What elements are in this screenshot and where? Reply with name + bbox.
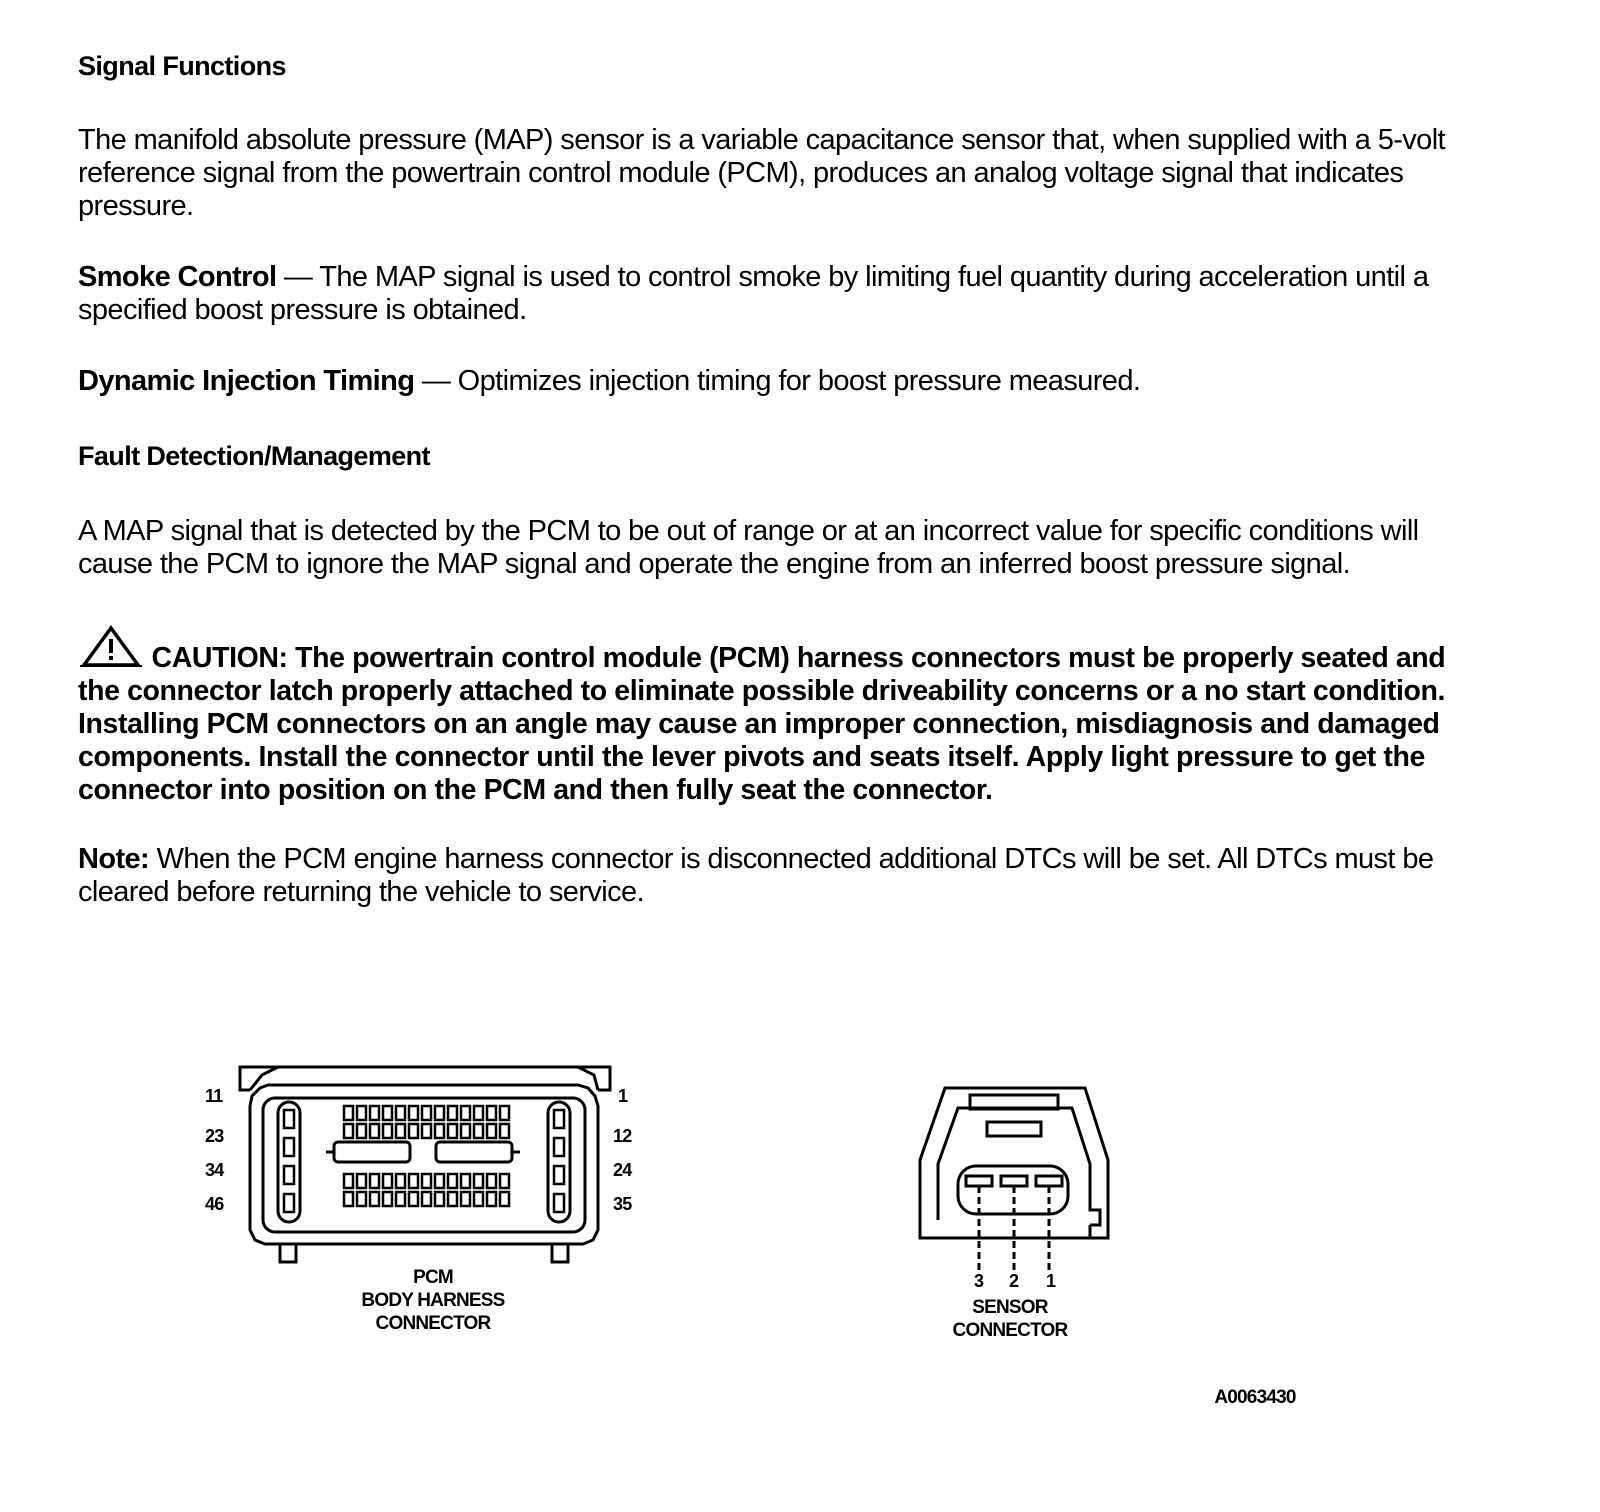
document-body	[78, 50, 1478, 909]
pcm-cavity	[554, 1194, 564, 1212]
pcm-cavity	[554, 1110, 564, 1128]
pcm-cavity	[435, 1106, 444, 1120]
pcm-foot-left	[280, 1244, 296, 1262]
pcm-cavity	[370, 1106, 379, 1120]
pcm-cavity	[383, 1124, 392, 1138]
note-label: Note:	[78, 843, 150, 875]
pcm-cavity	[435, 1124, 444, 1138]
pcm-cavity	[500, 1174, 509, 1188]
pcm-pin-label-right: 12	[613, 1126, 632, 1146]
sensor-pin-label: 3	[974, 1271, 985, 1291]
smoke-control-label: Smoke Control	[78, 261, 277, 293]
pcm-cavity	[383, 1106, 392, 1120]
pcm-cavity	[357, 1124, 366, 1138]
pcm-cavity	[487, 1192, 496, 1206]
heading-signal-functions: Signal Functions	[78, 51, 286, 81]
pcm-cavity	[370, 1192, 379, 1206]
pcm-cavity	[487, 1174, 496, 1188]
figure-id: A0063430	[1214, 1387, 1296, 1408]
pcm-cavity	[474, 1174, 483, 1188]
pcm-foot-right	[552, 1244, 568, 1262]
pcm-cavity	[409, 1124, 418, 1138]
pcm-cavity	[461, 1174, 470, 1188]
pcm-pin-grid	[284, 1106, 564, 1212]
pcm-cavity	[422, 1174, 431, 1188]
pcm-pin-label-left: 34	[205, 1160, 224, 1180]
pcm-pin-label-right: 1	[618, 1086, 628, 1106]
note-text: When the PCM engine harness connector is disconnected additional DTCs will be set. All DTCs must be cleared before returning the vehicle to service.	[78, 843, 1434, 908]
sensor-caption-line: CONNECTOR	[952, 1320, 1068, 1341]
pcm-left-column	[278, 1102, 300, 1222]
pcm-cavity	[422, 1192, 431, 1206]
pcm-cavity	[357, 1192, 366, 1206]
pcm-cavity	[474, 1192, 483, 1206]
warning-triangle-icon	[78, 625, 144, 669]
pcm-cavity	[409, 1192, 418, 1206]
heading-fault-detection: Fault Detection/Management	[78, 441, 430, 471]
pcm-cavity	[500, 1106, 509, 1120]
pcm-cavity	[284, 1166, 294, 1184]
pcm-cavity	[500, 1124, 509, 1138]
pcm-cavity	[474, 1106, 483, 1120]
smoke-control-paragraph	[78, 261, 1478, 327]
note-paragraph	[78, 843, 1478, 909]
pcm-pin-label-right: 24	[613, 1160, 632, 1180]
pcm-connector-outline	[240, 1067, 610, 1090]
pcm-cavity	[554, 1138, 564, 1156]
pcm-cavity	[554, 1166, 564, 1184]
pcm-cavity	[344, 1106, 353, 1120]
pcm-cavity	[396, 1106, 405, 1120]
pcm-cavity	[422, 1124, 431, 1138]
dynamic-injection-paragraph	[78, 365, 1478, 398]
pcm-right-column	[548, 1102, 570, 1222]
pcm-cavity	[409, 1174, 418, 1188]
pcm-cavity	[357, 1106, 366, 1120]
pcm-cavity	[487, 1106, 496, 1120]
pcm-cavity	[383, 1192, 392, 1206]
caution-paragraph	[78, 625, 1478, 807]
pcm-caption-line: PCM	[413, 1267, 453, 1288]
pcm-cavity	[396, 1174, 405, 1188]
pcm-cavity	[448, 1192, 457, 1206]
intro-paragraph: The manifold absolute pressure (MAP) sensor is a variable capacitance sensor that, when supplied with a 5-volt reference signal from the powertrain control module (PCM), produces an analog voltage signal that indicates pressure.	[78, 124, 1446, 222]
pcm-cavity	[396, 1124, 405, 1138]
sensor-pin-label: 1	[1046, 1271, 1057, 1291]
pcm-cavity	[474, 1124, 483, 1138]
pcm-cavity	[448, 1174, 457, 1188]
pcm-cavity	[357, 1174, 366, 1188]
connector-diagram	[0, 1040, 1600, 1440]
dynamic-injection-label: Dynamic Injection Timing	[78, 365, 415, 397]
sensor-caption	[910, 1296, 1110, 1342]
pcm-cavity	[461, 1106, 470, 1120]
pcm-cavity	[344, 1124, 353, 1138]
pcm-cavity	[448, 1124, 457, 1138]
pcm-cavity	[396, 1192, 405, 1206]
pcm-pin-label-right: 35	[613, 1194, 632, 1214]
sensor-connector	[920, 1088, 1108, 1270]
pcm-connector-inner	[263, 1098, 585, 1232]
pcm-cavity	[422, 1106, 431, 1120]
pcm-connector-body	[250, 1085, 598, 1244]
pcm-cavity	[344, 1174, 353, 1188]
pcm-cavity	[284, 1138, 294, 1156]
pcm-cavity	[461, 1124, 470, 1138]
pcm-cavity	[383, 1174, 392, 1188]
pcm-caption-line: BODY HARNESS	[361, 1290, 505, 1311]
pcm-cavity	[435, 1174, 444, 1188]
pcm-pin-label-left: 23	[205, 1126, 224, 1146]
smoke-control-text: — The MAP signal is used to control smoke by limiting fuel quantity during acceleration until a specified boost pressure is obtained.	[78, 261, 1429, 326]
pcm-cavity	[409, 1106, 418, 1120]
caution-text: CAUTION: The powertrain control module (PCM) harness connectors must be properly seated and the connector latch properly attached to eliminate possible driveability concerns or a no start condition. Installing PCM connectors on an angle may cause an improper connection, misdiagnosis and damaged components. Install the connector until the lever pivots and seats itself. Apply light pressure to get the connector into position on the PCM and then fully seat the connector.	[78, 642, 1446, 806]
sensor-caption-line: SENSOR	[972, 1297, 1048, 1318]
pcm-cavity	[284, 1110, 294, 1128]
pcm-caption-line: CONNECTOR	[375, 1313, 491, 1334]
fault-paragraph: A MAP signal that is detected by the PCM to be out of range or at an incorrect value for specific conditions will cause the PCM to ignore the MAP signal and operate the engine from an inferred boost pressure signal.	[78, 515, 1419, 580]
dynamic-injection-text: — Optimizes injection timing for boost pressure measured.	[414, 365, 1141, 397]
sensor-pin-label: 2	[1009, 1271, 1020, 1291]
pcm-cavity	[487, 1124, 496, 1138]
pcm-caption	[318, 1266, 548, 1335]
pcm-cavity	[370, 1124, 379, 1138]
pcm-cavity	[461, 1192, 470, 1206]
pcm-cavity	[435, 1192, 444, 1206]
pcm-pin-label-left: 11	[205, 1086, 223, 1106]
pcm-cavity	[448, 1106, 457, 1120]
pcm-cavity	[344, 1192, 353, 1206]
connector-figure	[0, 1040, 1600, 1440]
pcm-cavity	[500, 1192, 509, 1206]
pcm-pin-label-left: 46	[205, 1194, 224, 1214]
pcm-cavity	[370, 1174, 379, 1188]
pcm-cavity	[284, 1194, 294, 1212]
